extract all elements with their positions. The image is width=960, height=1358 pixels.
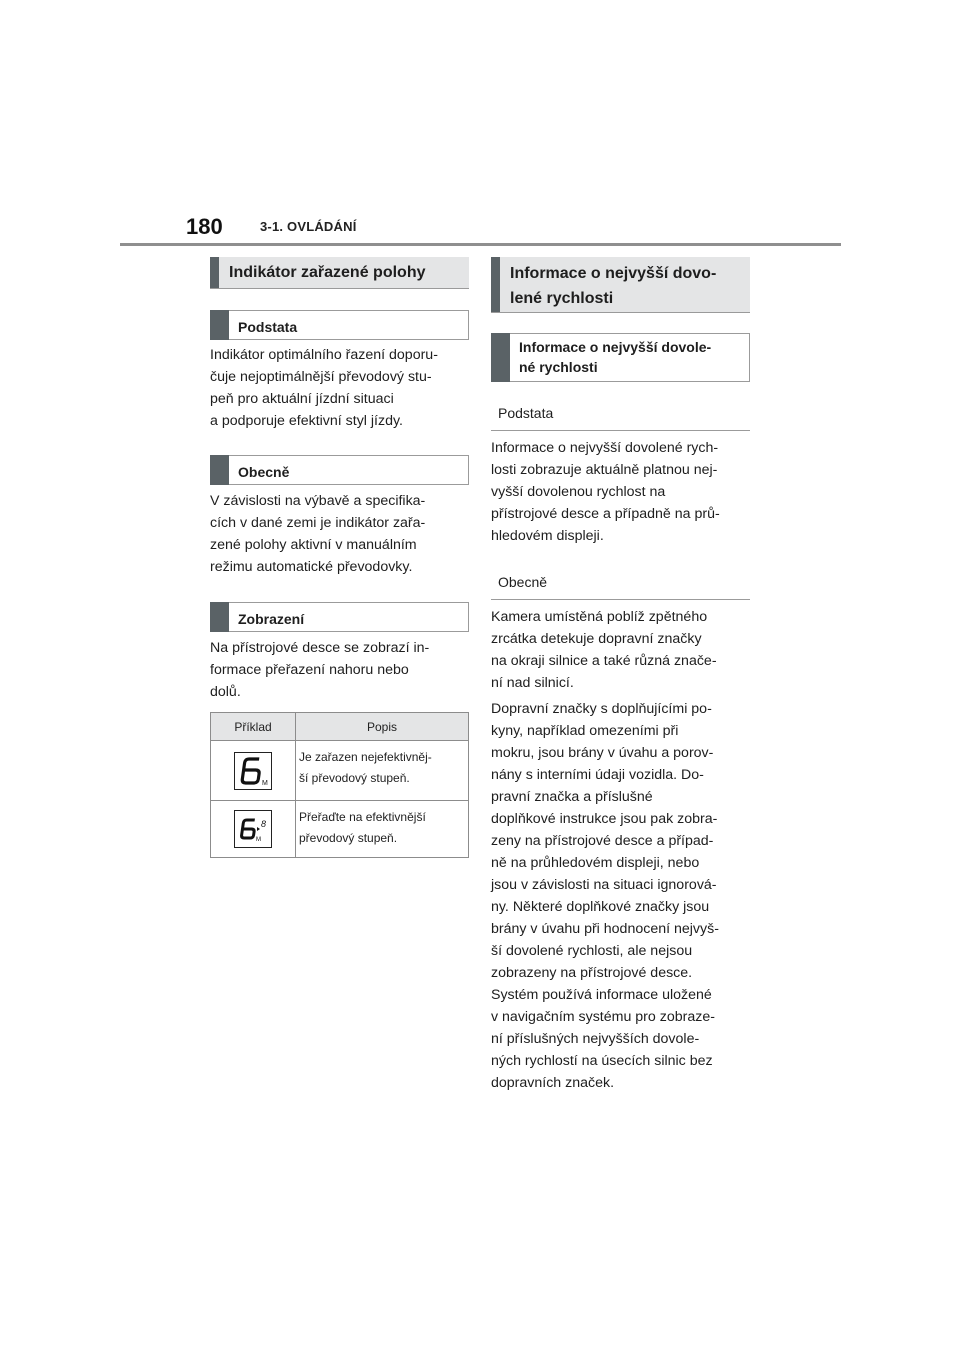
gear-6-shift-to-8-icon <box>234 810 272 848</box>
text-line: ní nad silnicí. <box>491 675 574 691</box>
text-line: na okraji silnice a také různá znače- <box>491 653 717 669</box>
text-line: převodový stupeň. <box>299 831 398 845</box>
table-cell-example <box>211 801 296 858</box>
subheading-obecne <box>210 455 469 485</box>
plain-heading-text: Obecně <box>498 574 548 590</box>
subheading-marker <box>491 333 510 382</box>
paragraph-speed-limit-camera <box>491 606 717 694</box>
svg-text:M: M <box>256 837 261 843</box>
table-cell-description <box>296 801 469 858</box>
text-line: formace přeřazení nahoru nebo <box>210 662 409 678</box>
text-line: ny. Některé doplňkové značky jsou <box>491 899 710 915</box>
section-heading-text: Indikátor zařazené polohy <box>229 264 426 281</box>
text-line: ší dovolené rychlosti, ale nejsou <box>491 943 693 959</box>
text-line: cích v dané zemi je indikátor zařa- <box>210 515 426 531</box>
text-line: Přeřaďte na efektivnější <box>299 810 426 824</box>
header-divider <box>120 243 841 246</box>
subheading-text: Zobrazení <box>238 611 305 627</box>
text-line: hledovém displeji. <box>491 528 604 544</box>
text-line: V závislosti na výbavě a specifika- <box>210 493 426 509</box>
text-line: vyšší dovolenou rychlost na <box>491 484 666 500</box>
text-line: Informace o nejvyšší dovolené rych- <box>491 440 719 456</box>
text-line: peň pro aktuální jízdní situaci <box>210 391 394 407</box>
text-line: brány v úvahu při hodnocení nejvyš- <box>491 921 719 937</box>
text-line: doplňkové instrukce jsou pak zobra- <box>491 811 718 827</box>
plain-heading-text: Podstata <box>498 405 554 421</box>
table-header-row <box>211 713 469 741</box>
section-heading-text: lené rychlosti <box>510 290 614 307</box>
text-line: mokru, jsou brány v úvahu a porov- <box>491 745 714 761</box>
text-line: kyny, například omezeními při <box>491 723 679 739</box>
example-table <box>210 712 469 858</box>
gear-6-manual-icon <box>234 752 272 790</box>
subheading-line: Informace o nejvyšší dovole- <box>519 339 712 355</box>
text-line: jsou v závislosti na situaci ignorová- <box>491 877 717 893</box>
section-heading-underline <box>491 312 750 313</box>
subheading-marker <box>210 455 229 485</box>
text-line: ných rychlostí na úsecích silnic bez <box>491 1053 713 1069</box>
section-heading-gear-indicator <box>210 257 469 288</box>
subheading-podstata <box>210 310 469 340</box>
paragraph-speed-limit-navigation <box>491 984 715 1094</box>
text-line: ní příslušných nejvyšších dovole- <box>491 1031 700 1047</box>
svg-text:8: 8 <box>261 819 267 829</box>
subheading-text: Podstata <box>238 319 298 335</box>
text-line: Indikátor optimálního řazení doporu- <box>210 347 438 363</box>
text-line: ší převodový stupeň. <box>299 771 410 785</box>
text-line: v navigačním systému pro zobraze- <box>491 1009 715 1025</box>
text-line: pravní značka a příslušné <box>491 789 653 805</box>
paragraph-gear-indicator-general <box>210 490 425 578</box>
table-cell-description <box>296 741 469 801</box>
table-header-example: Příklad <box>211 713 296 741</box>
text-line: čuje nejoptimálnější převodový stu- <box>210 369 432 385</box>
svg-text:M: M <box>262 779 268 787</box>
text-line: a podporuje efektivní styl jízdy. <box>210 413 403 429</box>
paragraph-speed-limit-purpose <box>491 437 720 547</box>
text-line: nány s interními údaji vozidla. Do- <box>491 767 704 783</box>
paragraph-gear-indicator-purpose <box>210 344 438 432</box>
subheading-marker <box>210 310 229 340</box>
text-line: ně na průhledovém displeji, nebo <box>491 855 700 871</box>
text-line: přístrojové desce a případně na prů- <box>491 506 720 522</box>
section-heading-text: Informace o nejvyšší dovo- <box>510 265 717 282</box>
table-cell-example <box>211 741 296 801</box>
table-row <box>211 801 469 858</box>
text-line: losti zobrazuje aktuálně platnou nej- <box>491 462 718 478</box>
chapter-title: 3-1. OVLÁDÁNÍ <box>260 219 357 234</box>
plain-heading-obecne <box>491 572 750 600</box>
text-line: Je zařazen nejefektivněj- <box>299 750 432 764</box>
text-line: zené polohy aktivní v manuálním <box>210 537 417 553</box>
subheading-zobrazeni <box>210 602 469 632</box>
table-row <box>211 741 469 801</box>
paragraph-speed-limit-signs <box>491 698 719 984</box>
section-heading-underline <box>210 288 469 289</box>
subheading-line: né rychlosti <box>519 359 598 375</box>
plain-heading-podstata <box>491 403 750 431</box>
text-line: Na přístrojové desce se zobrazí in- <box>210 640 430 656</box>
text-line: dopravních značek. <box>491 1075 615 1091</box>
subheading-text: Obecně <box>238 464 290 480</box>
text-line: zobrazeny na přístrojové desce. <box>491 965 693 981</box>
text-line: Systém používá informace uložené <box>491 987 712 1003</box>
text-line: dolů. <box>210 684 241 700</box>
text-line: zrcátka detekuje dopravní značky <box>491 631 702 647</box>
paragraph-gear-indicator-display <box>210 637 429 703</box>
text-line: zeny na přístrojové desce a případ- <box>491 833 714 849</box>
text-line: Kamera umístěná poblíž zpětného <box>491 609 708 625</box>
text-line: Dopravní značky s doplňujícími po- <box>491 701 712 717</box>
subheading-marker <box>210 602 229 632</box>
subheading-text <box>519 337 711 377</box>
text-line: režimu automatické převodovky. <box>210 559 413 575</box>
table-header-description: Popis <box>296 713 469 741</box>
subheading-speed-limit-info <box>491 333 750 382</box>
section-heading-speed-limit-info <box>491 257 750 312</box>
page-number: 180 <box>186 214 223 239</box>
